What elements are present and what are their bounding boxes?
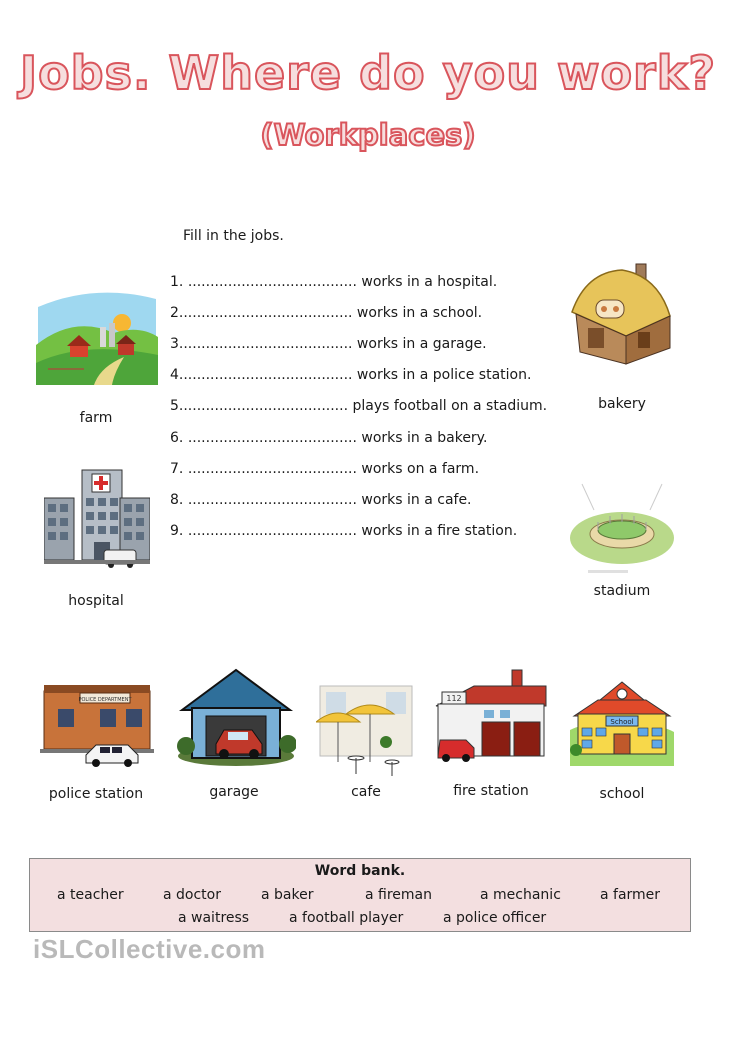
line-text: works in a cafe. (361, 492, 472, 508)
garage-label: garage (209, 784, 259, 800)
answer-blank[interactable]: ...................................... (187, 274, 357, 290)
exercise-line (170, 274, 497, 290)
footer-watermark: iSLCollective.com (33, 934, 266, 964)
line-number: 3. (170, 336, 184, 352)
stadium-label: stadium (593, 583, 651, 599)
worksheet-subtitle: (Workplaces) (260, 118, 476, 152)
exercise-line (170, 523, 517, 539)
instruction: Fill in the jobs. (183, 228, 284, 244)
line-number: 8. (170, 492, 184, 508)
line-number: 2. (170, 305, 184, 321)
hospital-label: hospital (68, 593, 124, 609)
answer-blank[interactable]: ...................................... (187, 492, 357, 508)
line-text: works in a garage. (356, 336, 487, 352)
answer-blank[interactable]: ...................................... (187, 461, 357, 477)
word-bank-item: a farmer (600, 887, 661, 903)
line-text: works in a police station. (356, 367, 532, 383)
answer-blank[interactable]: ...................................... (183, 305, 353, 321)
line-number: 6. (170, 430, 184, 446)
line-number: 1. (170, 274, 184, 290)
word-bank-item: a fireman (365, 887, 432, 903)
police-station-label: police station (48, 786, 144, 802)
word-bank-item: a baker (261, 887, 314, 903)
line-text: works on a farm. (361, 461, 480, 477)
exercise-line (170, 305, 482, 321)
farm-label: farm (79, 410, 113, 426)
cafe-label: cafe (351, 784, 381, 800)
cafe-icon (316, 684, 416, 778)
line-number: 7. (170, 461, 184, 477)
hospital-icon (44, 468, 150, 570)
bakery-label: bakery (598, 396, 646, 412)
school-sign-text: School (610, 718, 634, 726)
line-text: works in a bakery. (361, 430, 488, 446)
exercise-line (170, 398, 547, 414)
police-station-icon (40, 683, 154, 767)
fire-station-number: 112 (446, 694, 462, 703)
school-icon (570, 680, 674, 772)
answer-blank[interactable]: ...................................... (183, 336, 353, 352)
exercise-line (170, 336, 487, 352)
word-bank-item: a doctor (163, 887, 221, 903)
answer-blank[interactable]: ...................................... (183, 367, 353, 383)
exercise-line (170, 430, 487, 446)
answer-blank[interactable]: ..................................... (183, 398, 349, 414)
word-bank-item: a police officer (443, 910, 547, 926)
exercise-line (170, 367, 531, 383)
word-bank-item: a mechanic (480, 887, 561, 903)
stadium-icon (568, 474, 676, 578)
exercise-line (170, 461, 479, 477)
line-number: 5. (170, 398, 184, 414)
answer-blank[interactable]: ...................................... (187, 523, 357, 539)
school-label: school (599, 786, 645, 802)
word-bank (29, 858, 691, 932)
line-text: plays football on a stadium. (352, 398, 548, 414)
exercise-line (170, 492, 472, 508)
farm-icon (34, 285, 160, 390)
line-text: works in a fire station. (361, 523, 518, 539)
word-bank-item: a teacher (57, 887, 124, 903)
fire-station-label: fire station (453, 783, 529, 799)
bakery-icon (566, 262, 678, 370)
word-bank-item: a football player (289, 910, 404, 926)
word-bank-title: Word bank. (314, 863, 406, 879)
worksheet-title: Jobs. Where do you work? (19, 46, 717, 100)
garage-icon (176, 664, 296, 768)
line-text: works in a school. (356, 305, 483, 321)
line-text: works in a hospital. (361, 274, 498, 290)
police-sign-text: POLICE DEPARTMENT (78, 697, 132, 703)
word-bank-item: a waitress (178, 910, 250, 926)
line-number: 9. (170, 523, 184, 539)
line-number: 4. (170, 367, 184, 383)
fire-station-icon (434, 666, 550, 764)
answer-blank[interactable]: ...................................... (187, 430, 357, 446)
